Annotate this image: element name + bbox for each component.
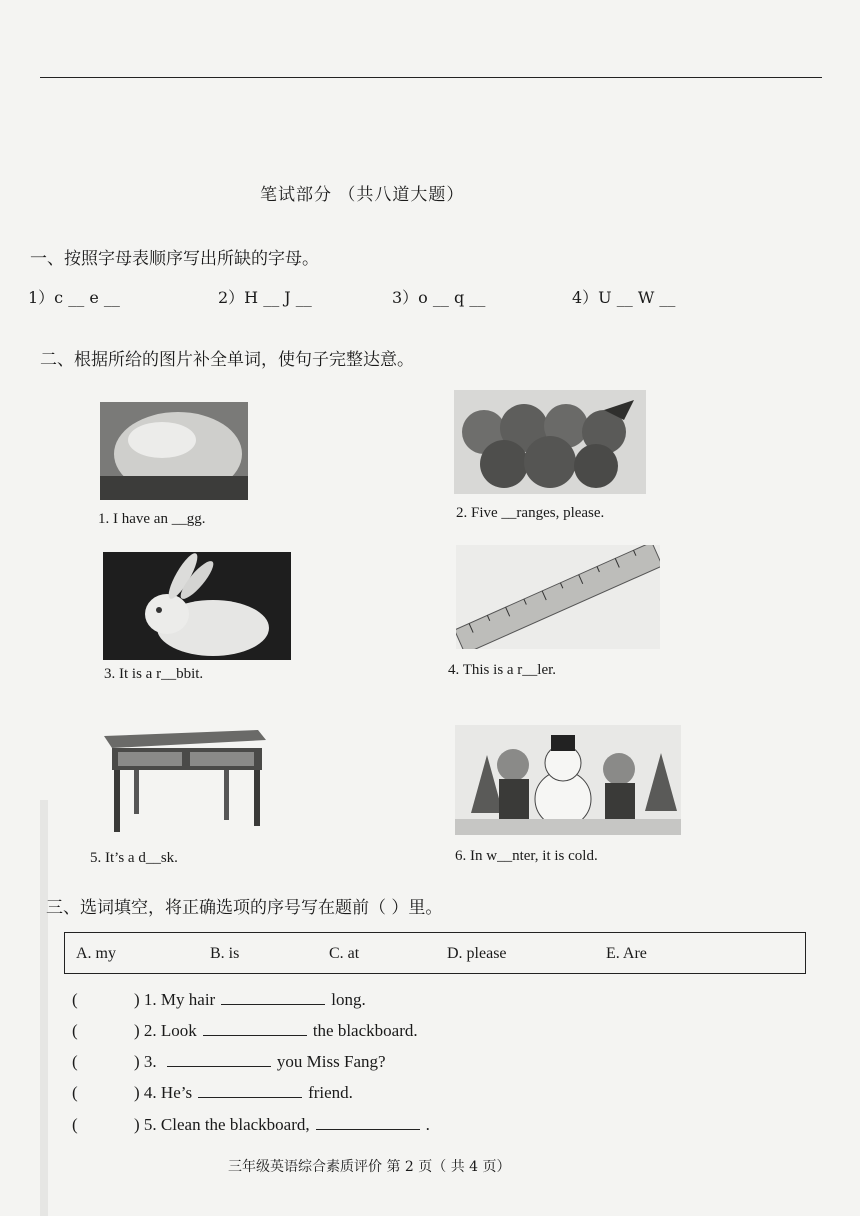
option-c: C. at xyxy=(329,945,360,962)
question-text-after: you Miss Fang? xyxy=(276,1052,386,1071)
caption-4: 4. This is a r__ler. xyxy=(448,662,557,678)
rabbit-picture xyxy=(103,552,291,660)
question-3 xyxy=(72,1052,386,1072)
answer-paren[interactable]: ( xyxy=(72,1115,78,1134)
option-b: B. is xyxy=(210,945,240,962)
question-number: ) 4. xyxy=(134,1083,157,1102)
caption-3: 3. It is a r__bbit. xyxy=(104,666,204,682)
question-text-after: . xyxy=(425,1115,430,1134)
desk-picture xyxy=(98,722,270,834)
page-title: 笔试部分 （共八道大题） xyxy=(260,185,465,205)
letter-item-2: 2）H __ J __ xyxy=(218,288,312,307)
ruler-picture xyxy=(456,545,660,649)
question-5 xyxy=(72,1115,430,1135)
letter-item-1: 1）c __ e __ xyxy=(28,288,120,307)
option-a: A. my xyxy=(76,945,116,962)
answer-paren[interactable]: ( xyxy=(72,1083,78,1102)
page-footer: 三年级英语综合素质评价 第 2 页（ 共 4 页） xyxy=(228,1159,511,1175)
question-4 xyxy=(72,1083,353,1103)
caption-5: 5. It’s a d__sk. xyxy=(90,850,178,866)
winter-picture xyxy=(455,725,681,835)
letter-item-3: 3）o __ q __ xyxy=(392,288,486,307)
answer-paren[interactable]: ( xyxy=(72,1052,78,1071)
section2-heading: 二、根据所给的图片补全单词，使句子完整达意。 xyxy=(40,350,414,370)
question-text-before: My hair xyxy=(160,990,216,1009)
option-d: D. please xyxy=(447,945,507,962)
answer-blank[interactable] xyxy=(221,990,325,1005)
question-number: ) 2. xyxy=(134,1021,157,1040)
answer-blank[interactable] xyxy=(316,1115,420,1130)
question-text-before: Clean the blackboard, xyxy=(160,1115,310,1134)
question-1 xyxy=(72,990,366,1010)
caption-6: 6. In w__nter, it is cold. xyxy=(455,848,598,864)
question-text-after: long. xyxy=(331,990,366,1009)
question-text-after: friend. xyxy=(308,1083,353,1102)
options-box xyxy=(64,932,806,974)
caption-1: 1. I have an __gg. xyxy=(98,511,206,527)
answer-paren[interactable]: ( xyxy=(72,990,78,1009)
answer-blank[interactable] xyxy=(203,1021,307,1036)
egg-picture xyxy=(100,402,248,500)
scan-shadow xyxy=(40,800,48,1216)
answer-blank[interactable] xyxy=(198,1083,302,1098)
section3-heading: 三、选词填空，将正确选项的序号写在题前（ ）里。 xyxy=(46,898,443,918)
question-text-before: He’s xyxy=(160,1083,193,1102)
caption-2: 2. Five __ranges, please. xyxy=(456,505,605,521)
section1-heading: 一、按照字母表顺序写出所缺的字母。 xyxy=(30,249,319,269)
question-2 xyxy=(72,1021,418,1041)
question-text-before: Look xyxy=(160,1021,197,1040)
option-e: E. Are xyxy=(606,945,647,962)
answer-paren[interactable]: ( xyxy=(72,1021,78,1040)
letter-item-4: 4）U __ W __ xyxy=(572,288,676,307)
header-rule xyxy=(40,77,822,78)
question-text-after: the blackboard. xyxy=(312,1021,418,1040)
question-number: ) 3. xyxy=(134,1052,157,1071)
question-number: ) 5. xyxy=(134,1115,157,1134)
question-number: ) 1. xyxy=(134,990,157,1009)
oranges-picture xyxy=(454,390,646,494)
answer-blank[interactable] xyxy=(167,1052,271,1067)
